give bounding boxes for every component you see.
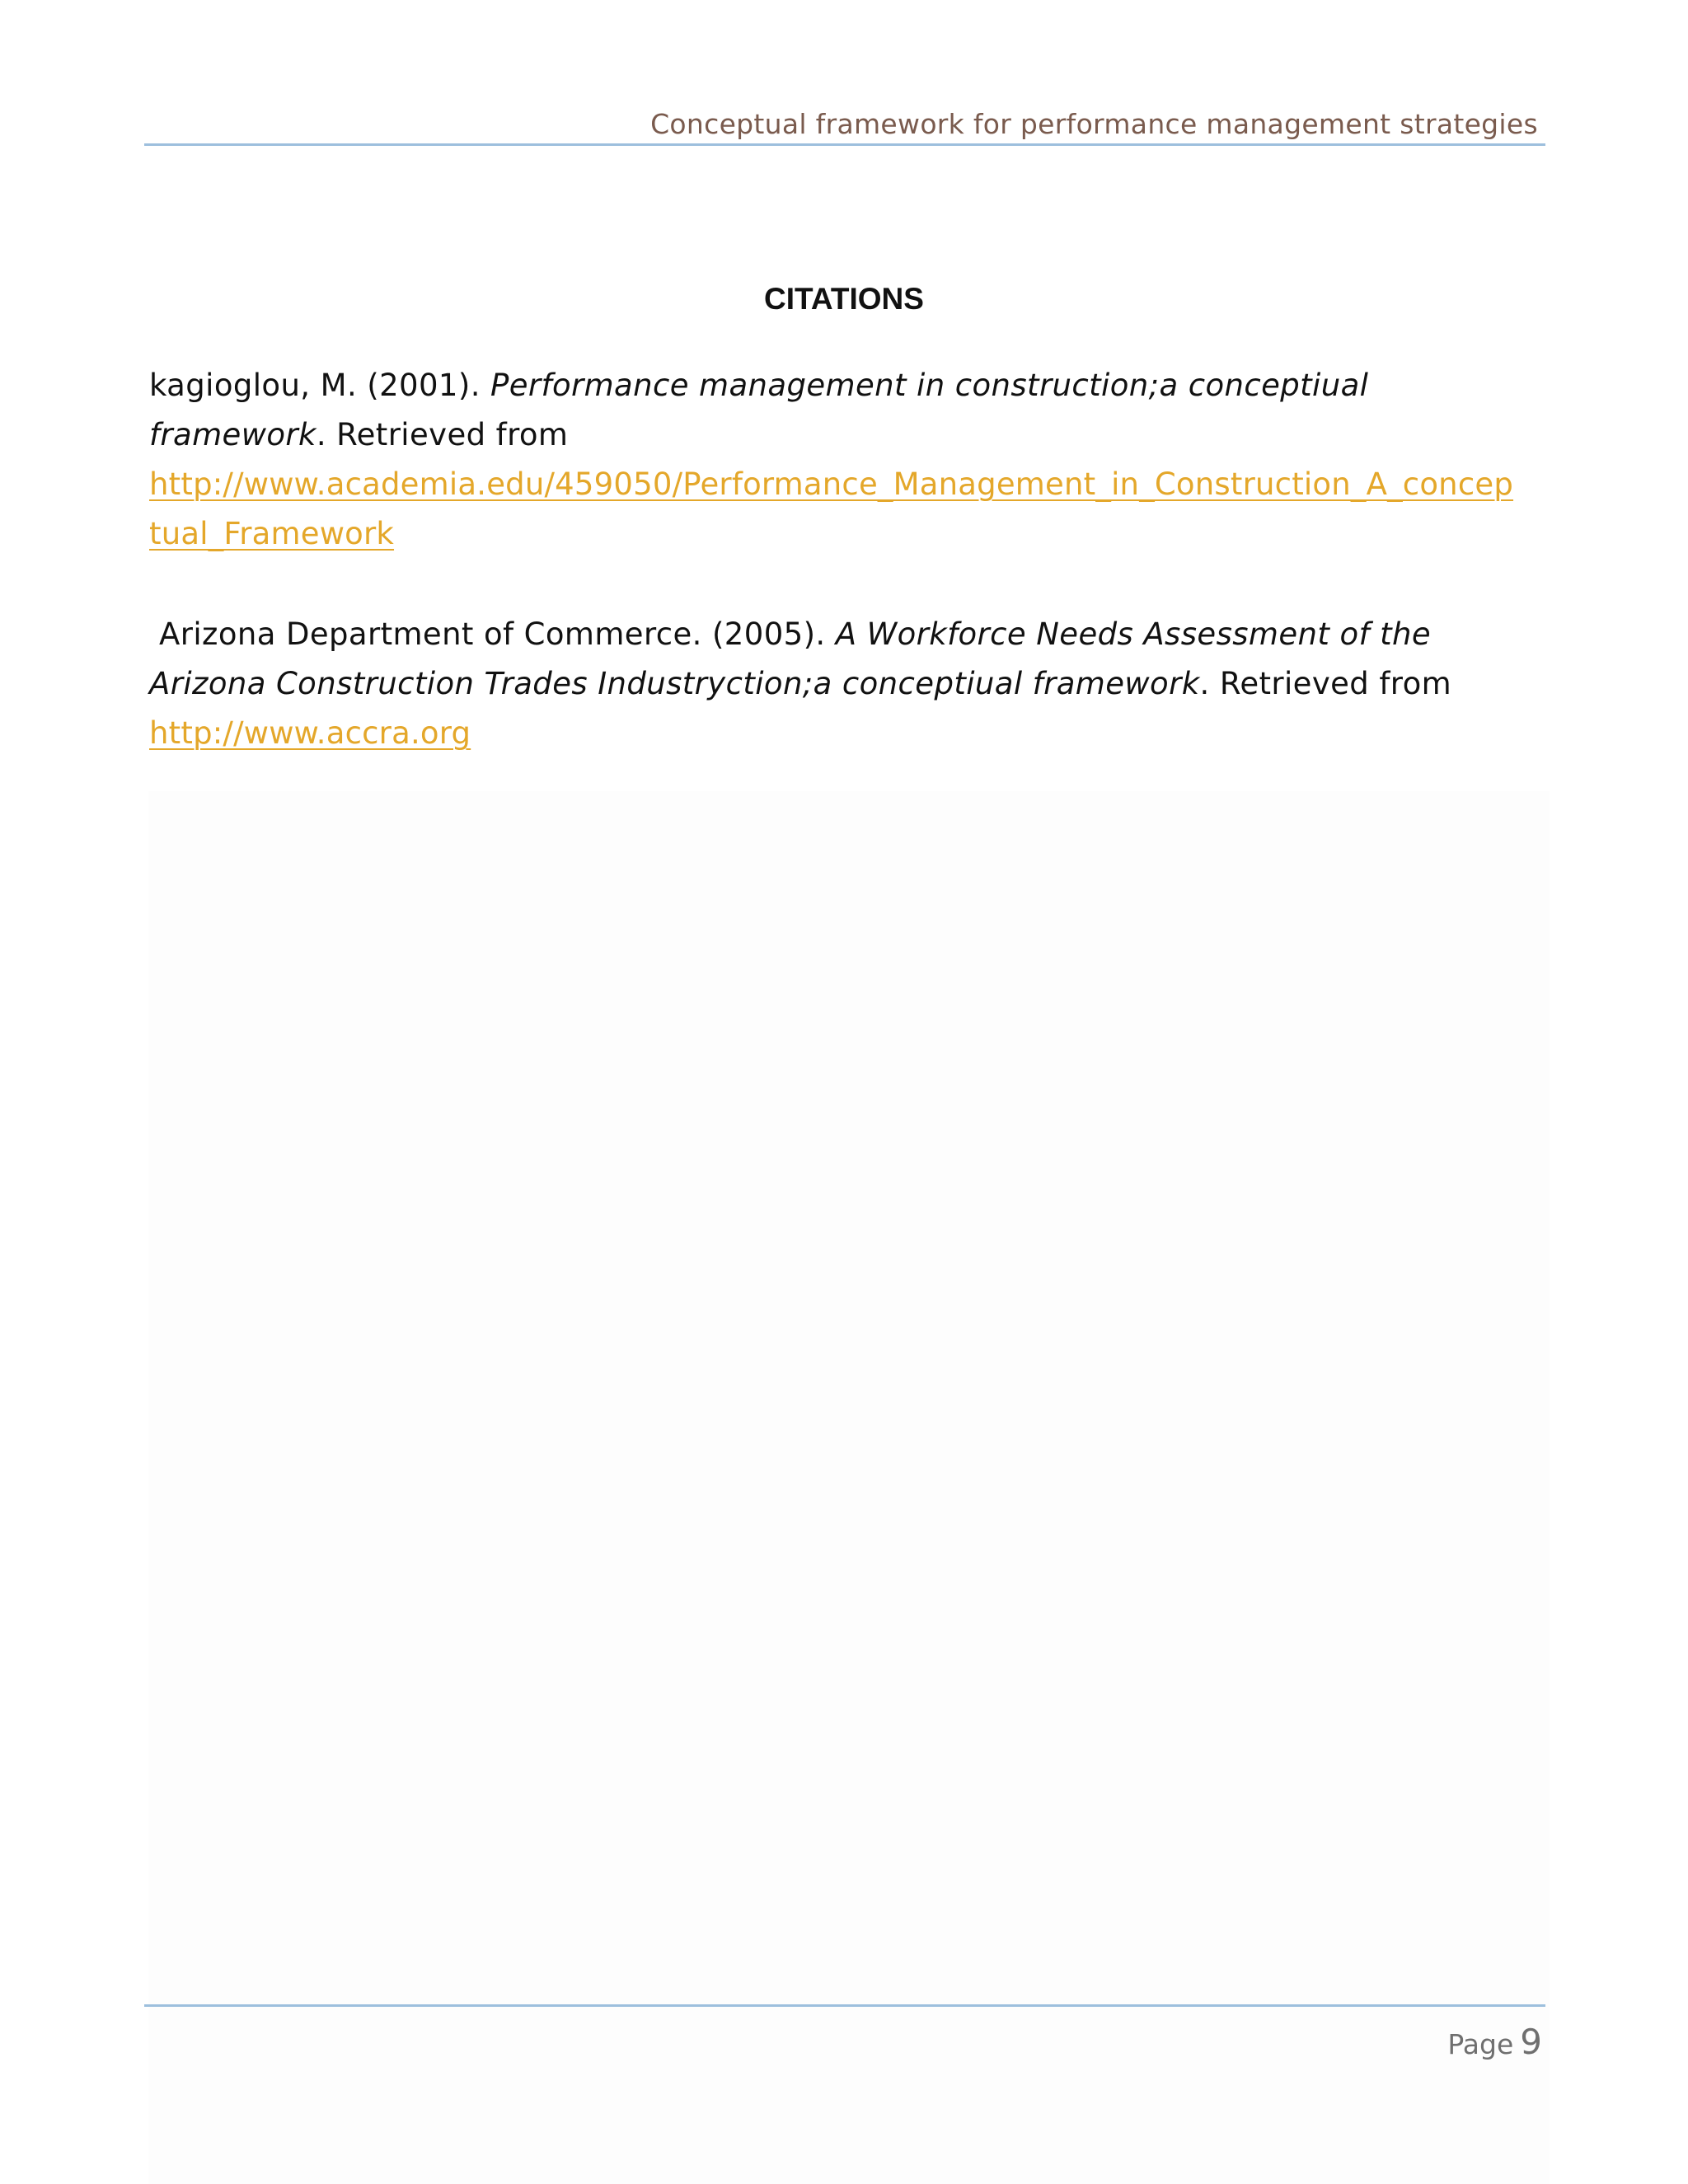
citation-line [149,610,1550,659]
citation-author-year: Arizona Department of Commerce. (2005). [159,616,836,652]
page-background [148,791,1550,2184]
citation-retrieved: . Retrieved from [316,417,569,452]
citation-line [149,410,1550,460]
citation-link[interactable]: http://www.accra.org [149,715,471,751]
citation-link-continued[interactable]: tual_Framework [149,516,395,551]
citation-line [149,659,1550,709]
page-number-value: 9 [1520,2022,1542,2062]
citation-title: Performance management in construction;a conceptiual [490,368,1369,403]
citation-entry [149,361,1550,559]
citation-author-year: kagioglou, M. (2001). [149,368,491,403]
citation-title-continued: framework [149,417,316,452]
page-header [144,105,1545,146]
citation-title: A Workforce Needs Assessment of the [835,616,1431,652]
footer-rule [144,2004,1545,2007]
page-label: Page [1447,2028,1514,2060]
section-title: CITATIONS [764,282,924,316]
citation-title-continued: Arizona Construction Trades Industryction;a conceptiual framework [149,666,1200,701]
header-title: Conceptual framework for performance management strategies [650,108,1538,140]
citation-entry [149,610,1550,758]
citation-link[interactable]: http://www.academia.edu/459050/Performance_Management_in_Construction_A_concep [149,466,1514,502]
citation-retrieved: . Retrieved from [1199,666,1452,701]
citation-line [149,361,1550,410]
page-number [1447,2022,1542,2062]
